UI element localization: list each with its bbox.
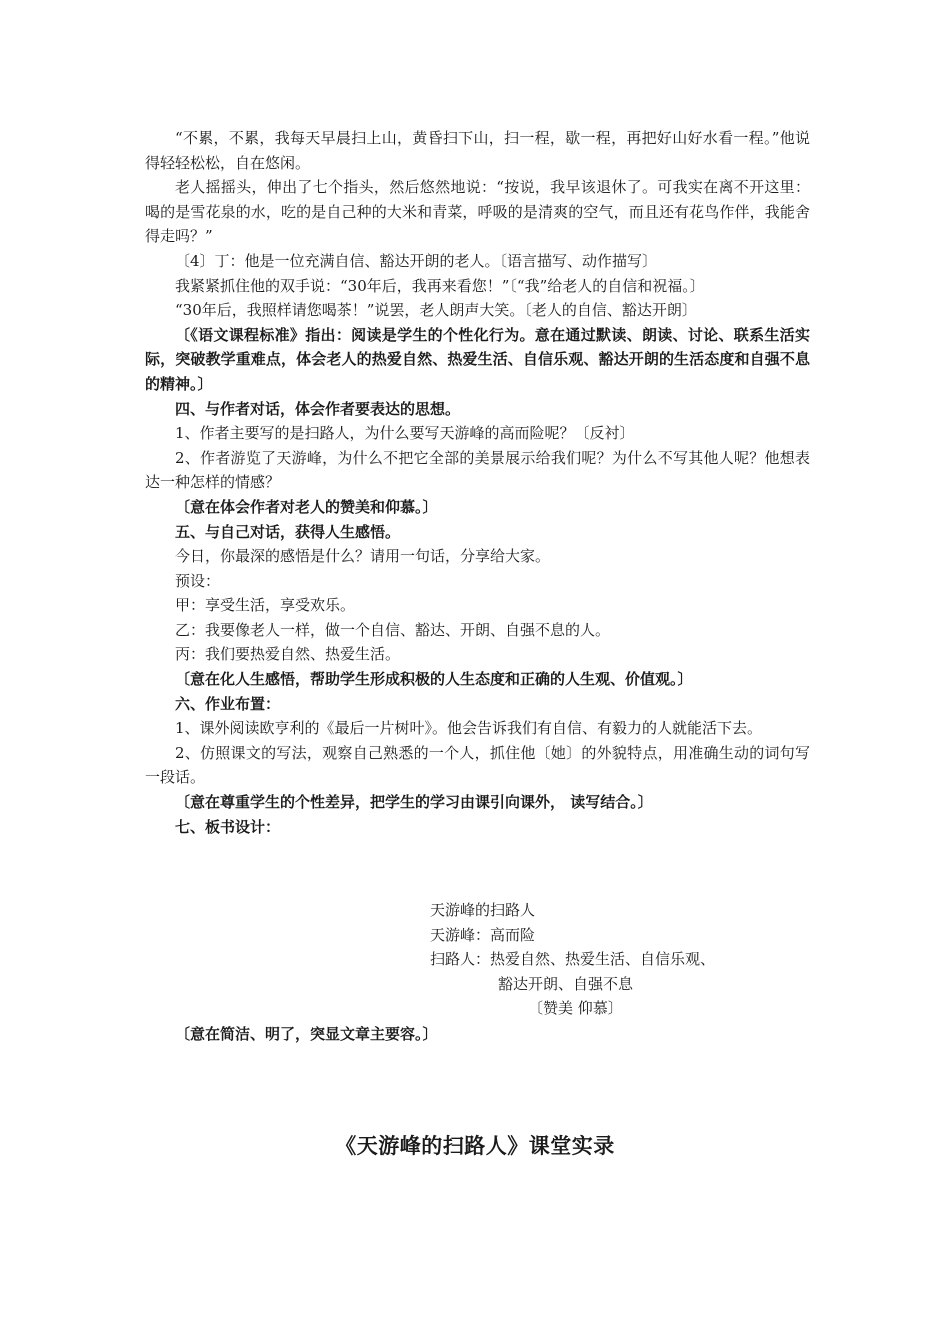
paragraph-old-man-fingers: 老人摇摇头，伸出了七个指头，然后悠然地说：“按说，我早该退休了。可我实在离不开这里：喝的是雪花泉的水，吃的是自己种的大米和青菜，呼吸的是清爽的空气，而且还有花鸟作伴，我能舍得走吗？” xyxy=(145,178,810,246)
note-section-4: 〔意在体会作者对老人的赞美和仰慕。〕 xyxy=(175,497,438,516)
board-sweeper-line-2: 豁达开朗、自强不息 xyxy=(498,974,634,993)
closing-note: 〔意在简洁、明了，突显文章主要容。〕 xyxy=(175,1025,438,1043)
preset-b: 乙：我要像老人一样，做一个自信、豁达、开朗、自强不息的人。 xyxy=(175,620,611,639)
preset-c: 丙：我们要热爱自然、热爱生活。 xyxy=(175,645,401,664)
note-curriculum-standard: 〔《语文课程标准》指出：阅读是学生的个性化行为。意在通过默读、朗读、讨论、联系生活实际，突破教学重难点，体会老人的热爱自然、热爱生活、自信乐观、豁达开朗的生活态度和自强不息的精神。〕 xyxy=(145,325,810,393)
homework-2: 2、仿照课文的写法，观察自己熟悉的一个人，抓住他〔她〕的外貌特点，用准确生动的词句写一段话。 xyxy=(145,743,810,787)
preset-label: 预设： xyxy=(175,571,221,590)
note-section-5: 〔意在化人生感悟，帮助学生形成积极的人生态度和正确的人生观、价值观。〕 xyxy=(175,670,693,689)
paragraph-quote-not-tired: “不累，不累，我每天早晨扫上山，黄昏扫下山，扫一程，歇一程，再把好山好水看一程。”他说得轻轻松松，自在悠闲。 xyxy=(145,129,810,172)
section-heading-4: 四、与作者对话，体会作者要表达的思想。 xyxy=(175,399,461,418)
board-sweeper-line: 扫路人：热爱自然、热爱生活、自信乐观、 xyxy=(430,950,716,969)
blackboard-design xyxy=(430,898,715,1021)
homework-1: 1、课外阅读欧亨利的《最后一片树叶》。他会告诉我们有自信、有毅力的人就能活下去。 xyxy=(175,719,763,738)
lesson-body xyxy=(145,126,810,839)
board-praise-line: 〔赞美 仰慕〕 xyxy=(528,999,623,1018)
preset-a: 甲：享受生活，享受欢乐。 xyxy=(175,596,356,615)
next-section-title: 《天游峰的扫路人》课堂实录 xyxy=(335,1133,615,1158)
section-heading-7: 七、板书设计： xyxy=(175,817,281,836)
board-peak-line: 天游峰：高而险 xyxy=(430,925,536,944)
question-4-2: 2、作者游览了天游峰，为什么不把它全部的美景展示给我们呢？为什么不写其他人呢？他想表达一种怎样的情感？ xyxy=(145,448,810,492)
board-title: 天游峰的扫路人 xyxy=(430,901,536,919)
paragraph-30-years-tea: “30年后，我照样请您喝茶！”说罢，老人朗声大笑。〔老人的自信、豁达开朗〕 xyxy=(175,301,697,320)
paragraph-hold-hands: 我紧紧抓住他的双手说：“30年后，我再来看您！”〔“我”给老人的自信和祝福。〕 xyxy=(175,276,705,295)
prompt-deepest-feeling: 今日，你最深的感悟是什么？请用一句话，分享给大家。 xyxy=(175,547,551,566)
section-heading-5: 五、与自己对话，获得人生感悟。 xyxy=(175,522,401,541)
paragraph-point-4: 〔4〕丁：他是一位充满自信、豁达开朗的老人。〔语言描写、动作描写〕 xyxy=(175,251,658,270)
closing-note-block xyxy=(145,1022,810,1047)
note-section-6: 〔意在尊重学生的个性差异，把学生的学习由课引向课外， 读写结合。〕 xyxy=(175,793,653,812)
question-4-1: 1、作者主要写的是扫路人，为什么要写天游峰的高而险呢？〔反衬〕 xyxy=(175,424,635,443)
section-heading-6: 六、作业布置： xyxy=(175,694,281,713)
